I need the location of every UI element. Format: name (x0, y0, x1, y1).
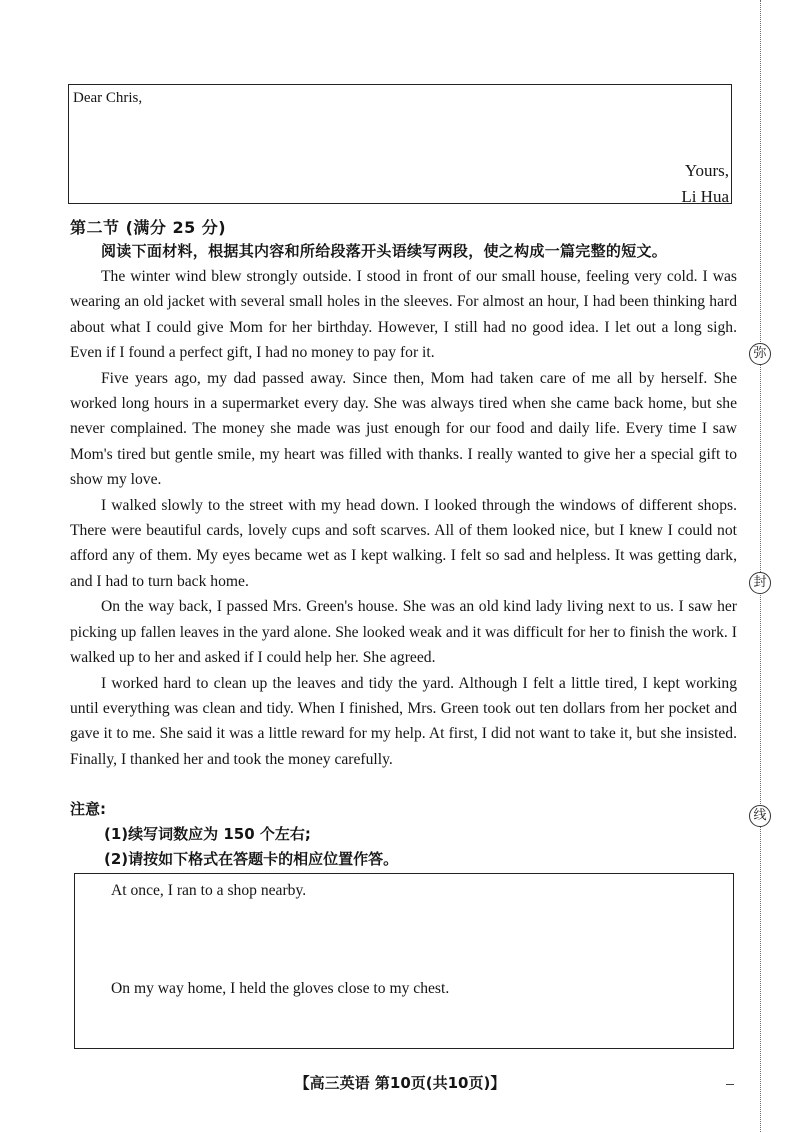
letter-salutation: Dear Chris, (73, 90, 143, 106)
note-item-format: (2)请按如下格式在答题卡的相应位置作答。 (104, 850, 399, 868)
story-paragraph: The winter wind blew strongly outside. I stood in front of our small house, feeling very cold. I was wearing an old jacket with several small holes in the sleeves. For almost an hour, I had been thinking hard about what I could give Mom for her birthday. However, I still had no good idea. I let out a long sigh. Even if I found a perfect gift, I had no money to pay for it. (70, 268, 737, 362)
seal-mark-xian: 线 (749, 805, 771, 827)
binding-line (760, 0, 761, 1132)
note-item-word-count: (1)续写词数应为 150 个左右; (104, 825, 311, 843)
seal-mark-feng: 封 (749, 572, 771, 594)
continuation-answer-box (74, 873, 734, 1049)
letter-writing-box (68, 84, 732, 204)
page-footer: 【高三英语 第10页(共10页)】 (294, 1074, 506, 1092)
paragraph-opener-1: At once, I ran to a shop nearby. (111, 882, 307, 899)
seal-mark-mi: 弥 (749, 343, 771, 365)
corner-dash (726, 1084, 734, 1085)
paragraph-opener-2: On my way home, I held the gloves close to my chest. (111, 980, 450, 997)
section-heading: 第二节 (满分 25 分) (70, 218, 227, 237)
story-passage (70, 264, 737, 772)
section-instruction: 阅读下面材料，根据其内容和所给段落开头语续写两段，使之构成一篇完整的短文。 (101, 242, 668, 260)
story-paragraph: On the way back, I passed Mrs. Green's house. She was an old kind lady living next to us. I saw her picking up fallen leaves in the yard alone. She looked weak and it was difficult for her to finish the work. I walked up to her and asked if I could help her. She agreed. (70, 598, 737, 667)
story-paragraph: Five years ago, my dad passed away. Since then, Mom had taken care of me all by herself. She worked long hours in a supermarket every day. She was always tired when she came back home, but she never complained. The money she made was just enough for our food and daily life. Every time I saw Mom's tired but gentle smile, my heart was filled with thanks. I really wanted to give her a special gift to show my love. (70, 369, 737, 489)
letter-signature: Li Hua (681, 187, 729, 206)
notes-title: 注意: (70, 800, 106, 818)
story-paragraph: I worked hard to clean up the leaves and tidy the yard. Although I felt a little tired, I kept working until everything was clean and tidy. When I finished, Mrs. Green took out ten dollars from her pocket and gave it to me. She said it was a little reward for my help. At first, I did not want to take it, but she insisted. Finally, I thanked her and took the money carefully. (70, 674, 737, 768)
letter-closing: Yours, (684, 161, 729, 180)
letter-closing-block (681, 158, 729, 210)
story-paragraph: I walked slowly to the street with my head down. I looked through the windows of different shops. There were beautiful cards, lovely cups and soft scarves. All of them looked nice, but I knew I could not afford any of them. My eyes became wet as I kept walking. I felt so sad and helpless. It was getting dark, and I had to turn back home. (70, 496, 737, 590)
